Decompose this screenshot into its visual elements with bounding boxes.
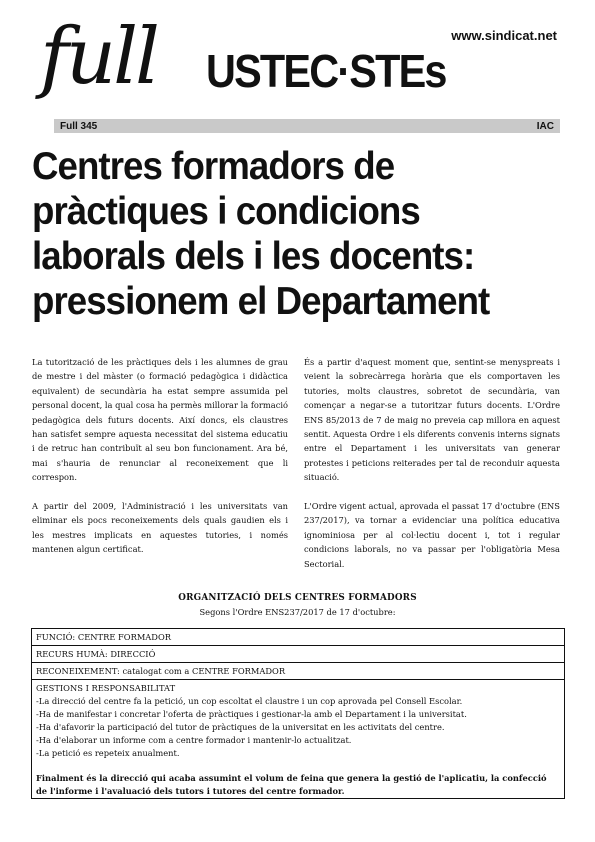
function-row: FUNCIÓ: CENTRE FORMADOR [32, 629, 564, 646]
duties-list [36, 695, 560, 760]
body-paragraph: L'Ordre vigent actual, aprovada el passat 17 d'octubre (ENS 237/2017), va tornar a evidenciar una política educativa ignominiosa per al col·lectiu docent i, tot i regular condicions laborals, no va passar per l'obligatòria Mesa Sectorial. [304, 501, 560, 569]
issue-number: Full 345 [60, 120, 98, 132]
body-paragraph: És a partir d'aquest moment que, sentint-se menyspreats i veient la sobrecàrrega horària que els comportaven les tutories, molts claustres, sobretot de secundària, van començar a negar-se a tutoritzar futurs docents. L'Ordre ENS 85/2013 de 7 de maig no preveia cap millora en aquest sentit. Aquesta Ordre i els diferents convenis interns signats entre el Departament i les universitats van generar protestes i peticions reiterades per tal de reconduir aquesta situació. [304, 357, 560, 483]
duties-title: GESTIONS I RESPONSABILITAT [36, 683, 176, 693]
recognition-row: RECONEIXEMENT: catalogat com a CENTRE FORMADOR [32, 663, 564, 680]
organization-title: ORGANITZACIÓ DELS CENTRES FORMADORS [178, 593, 417, 603]
body-column-right [304, 355, 560, 585]
duties-section [32, 680, 564, 798]
resource-row: RECURS HUMÀ: DIRECCIÓ [32, 646, 564, 663]
body-paragraph: A partir del 2009, l'Administració i les universitats van eliminar els pocs reconeixements dels quals gaudien els i les mestres implicats en aquestes tutories, i només mantenen algun certificat. [32, 501, 288, 555]
union-brand: USTEC·STEs [206, 45, 446, 97]
duty-item: -Ha d'elaborar un informe com a centre formador i mantenir-lo actualitzat. [36, 735, 352, 745]
website-url[interactable]: www.sindicat.net [451, 28, 557, 43]
body-paragraph: La tutorització de les pràctiques dels i les alumnes de grau de mestre i del màster (o formació pedagògica i didàctica equivalent) de secundària ha estat sempre assumida pel personal docent, la qual cosa ha permès millorar la formació pedagògica dels futurs docents. Així doncs, els claustres han satisfet sempre aquesta necessitat del sistema educatiu i de retruc han contribuït al seu bon funcionament. Ara bé, mai s'hauria de renunciar al reconeixement que li correspon. [32, 357, 288, 483]
issue-section: IAC [536, 120, 554, 132]
body-column-left [32, 355, 288, 571]
issue-bar [54, 119, 560, 133]
organization-subtitle: Segons l'Ordre ENS237/2017 de 17 d'octubre: [199, 607, 396, 617]
duty-item: -La petició es repeteix anualment. [36, 748, 180, 758]
duty-item: -Ha de manifestar i concretar l'oferta de pràctiques i gestionar-la amb el Departament i la universitat. [36, 709, 467, 719]
masthead-logo: full [40, 12, 157, 102]
article-headline: Centres formadors de pràctiques i condicions laborals dels i les docents: pressionem el Departament [32, 145, 490, 323]
duty-item: -Ha d'afavorir la participació del tutor de pràctiques de la universitat en les activitats del centre. [36, 722, 445, 732]
organization-table [31, 628, 565, 799]
final-note: Finalment és la direcció qui acaba assumint el volum de feina que genera la gestió de l'aplicatiu, la confecció de l'informe i l'avaluació dels tutors i tutores del centre formador. [36, 773, 547, 796]
duty-item: -La direcció del centre fa la petició, un cop escoltat el claustre i un cop aprovada pel Consell Escolar. [36, 696, 463, 706]
